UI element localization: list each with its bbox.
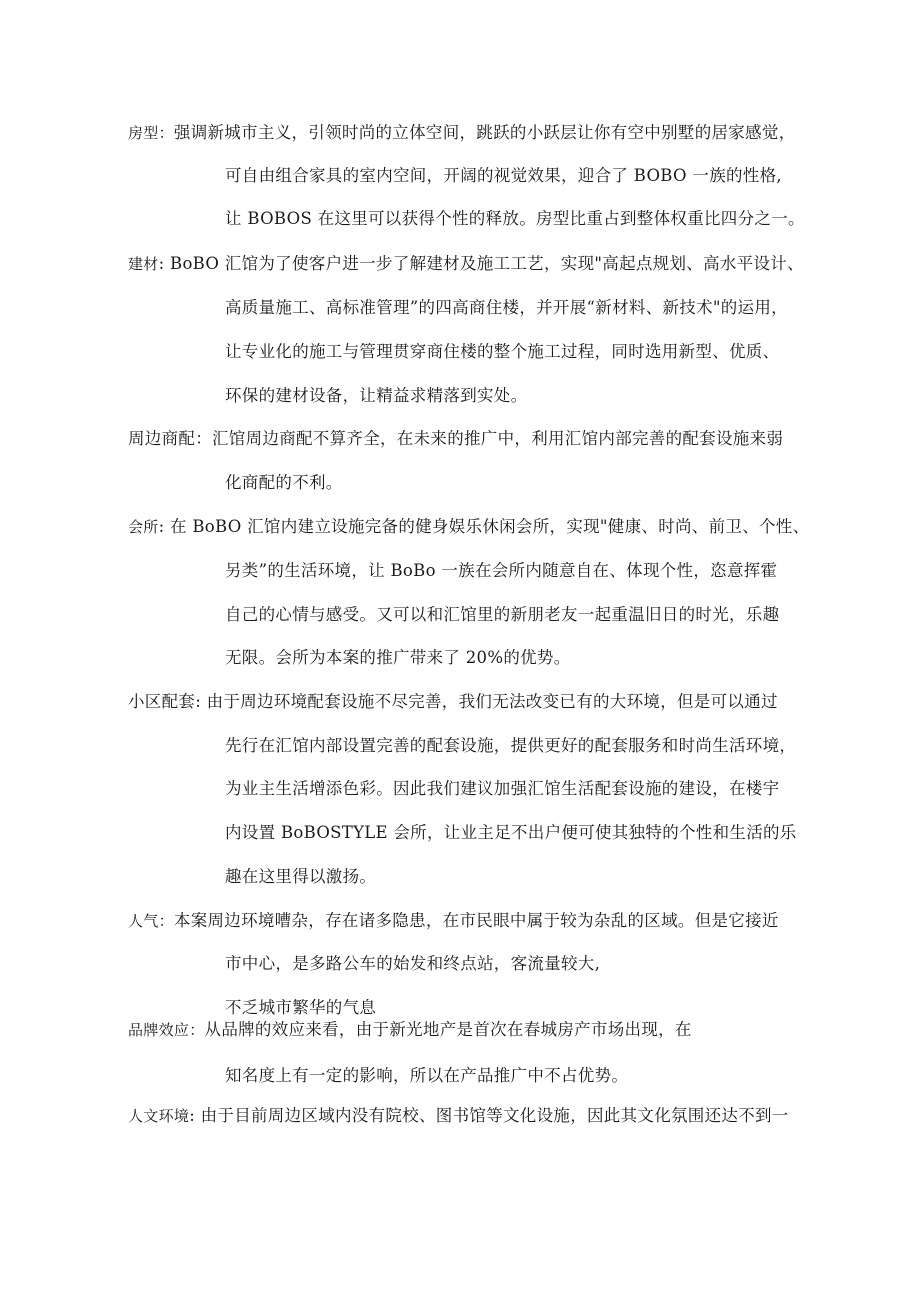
section-popularity-first-line	[128, 911, 779, 931]
section-text: : 在 BoBO 汇馆内建立设施完备的健身娱乐休闲会所，实现"健康、时尚、前卫、个性、	[158, 517, 810, 536]
section-label: 周边商配：	[128, 429, 212, 448]
paragraph-line: 市中心，是多路公车的始发和终点站，客流量较大,	[225, 954, 601, 973]
paragraph-line: 可自由组合家具的室内空间，开阔的视觉效果，迎合了 BOBO 一族的性格,	[225, 166, 782, 185]
section-text: : BoBO 汇馆为了使客户进一步了解建材及施工工艺，实现"高起点规划、高水平设计、	[158, 254, 804, 273]
paragraph-line: 自己的心情与感受。又可以和汇馆里的新朋老友一起重温旧日的时光，乐趣	[225, 605, 780, 624]
section-label: 人气：	[128, 912, 174, 930]
paragraph-line: 另类”的生活环境，让 BoBo 一族在会所内随意自在、体现个性，恣意挥霍	[225, 561, 778, 580]
section-building-material-first-line	[128, 254, 804, 274]
section-house-type-first-line	[128, 123, 796, 143]
section-text: 汇馆周边商配不算齐全，在未来的推广中，利用汇馆内部完善的配套设施来弱	[212, 429, 784, 448]
section-text: 强调新城市主义，引领时尚的立体空间，跳跃的小跃层让你有空中别墅的居家感觉，	[173, 123, 796, 142]
section-surrounding-commerce-first-line	[128, 429, 783, 449]
paragraph-line: 环保的建材设备，让精益求精落到实处。	[225, 386, 528, 405]
section-clubhouse-first-line	[128, 517, 809, 537]
section-text: 从品牌的效应来看，由于新光地产是首次在春城房产市场出现，在	[204, 1020, 692, 1039]
paragraph-line: 让专业化的施工与管理贯穿商住楼的整个施工过程，同时选用新型、优质、	[225, 342, 780, 361]
paragraph-line: 为业主生活增添色彩。因此我们建议加强汇馆生活配套设施的建设，在楼宇	[225, 779, 780, 798]
paragraph-line: 先行在汇馆内部设置完善的配套设施，提供更好的配套服务和时尚生活环境，	[225, 736, 797, 755]
paragraph-line: 趣在这里得以激扬。	[225, 867, 377, 886]
section-label: 建材	[128, 255, 159, 273]
section-cultural-environment-first-line	[128, 1106, 789, 1126]
paragraph-line: 让 BOBOS 在这里可以获得个性的释放。房型比重占到整体权重比四分之一。	[225, 209, 805, 228]
section-label: 小区配套	[128, 692, 196, 711]
section-label: 品牌效应：	[128, 1021, 205, 1039]
paragraph-line: 高质量施工、高标准管理”的四高商住楼，并开展“新材料、新技术"的运用，	[225, 298, 788, 317]
paragraph-line: 不乏城市繁华的气息	[225, 998, 377, 1017]
section-text: 本案周边环境嘈杂，存在诸多隐患，在市民眼中属于较为杂乱的区域。但是它接近	[173, 911, 779, 930]
paragraph-line: 无限。会所为本案的推广带来了 20%的优势。	[225, 648, 571, 667]
section-brand-effect-first-line	[128, 1020, 692, 1040]
section-community-facilities-first-line	[128, 692, 778, 712]
paragraph-line: 内设置 BoBOSTYLE 会所，让业主足不出户便可使其独特的个性和生活的乐	[225, 823, 797, 842]
section-label: 房型：	[128, 124, 174, 142]
section-text: : 由于目前周边区域内没有院校、图书馆等文化设施，因此其文化氛围还达不到一	[189, 1106, 789, 1125]
paragraph-line: 化商配的不利。	[225, 473, 343, 492]
paragraph-line: 知名度上有一定的影响，所以在产品推广中不占优势。	[225, 1066, 629, 1085]
section-label: 人文环境	[128, 1107, 190, 1125]
section-label: 会所	[128, 518, 159, 536]
section-text: : 由于周边环境配套设施不尽完善，我们无法改变已有的大环境，但是可以通过	[195, 692, 778, 711]
